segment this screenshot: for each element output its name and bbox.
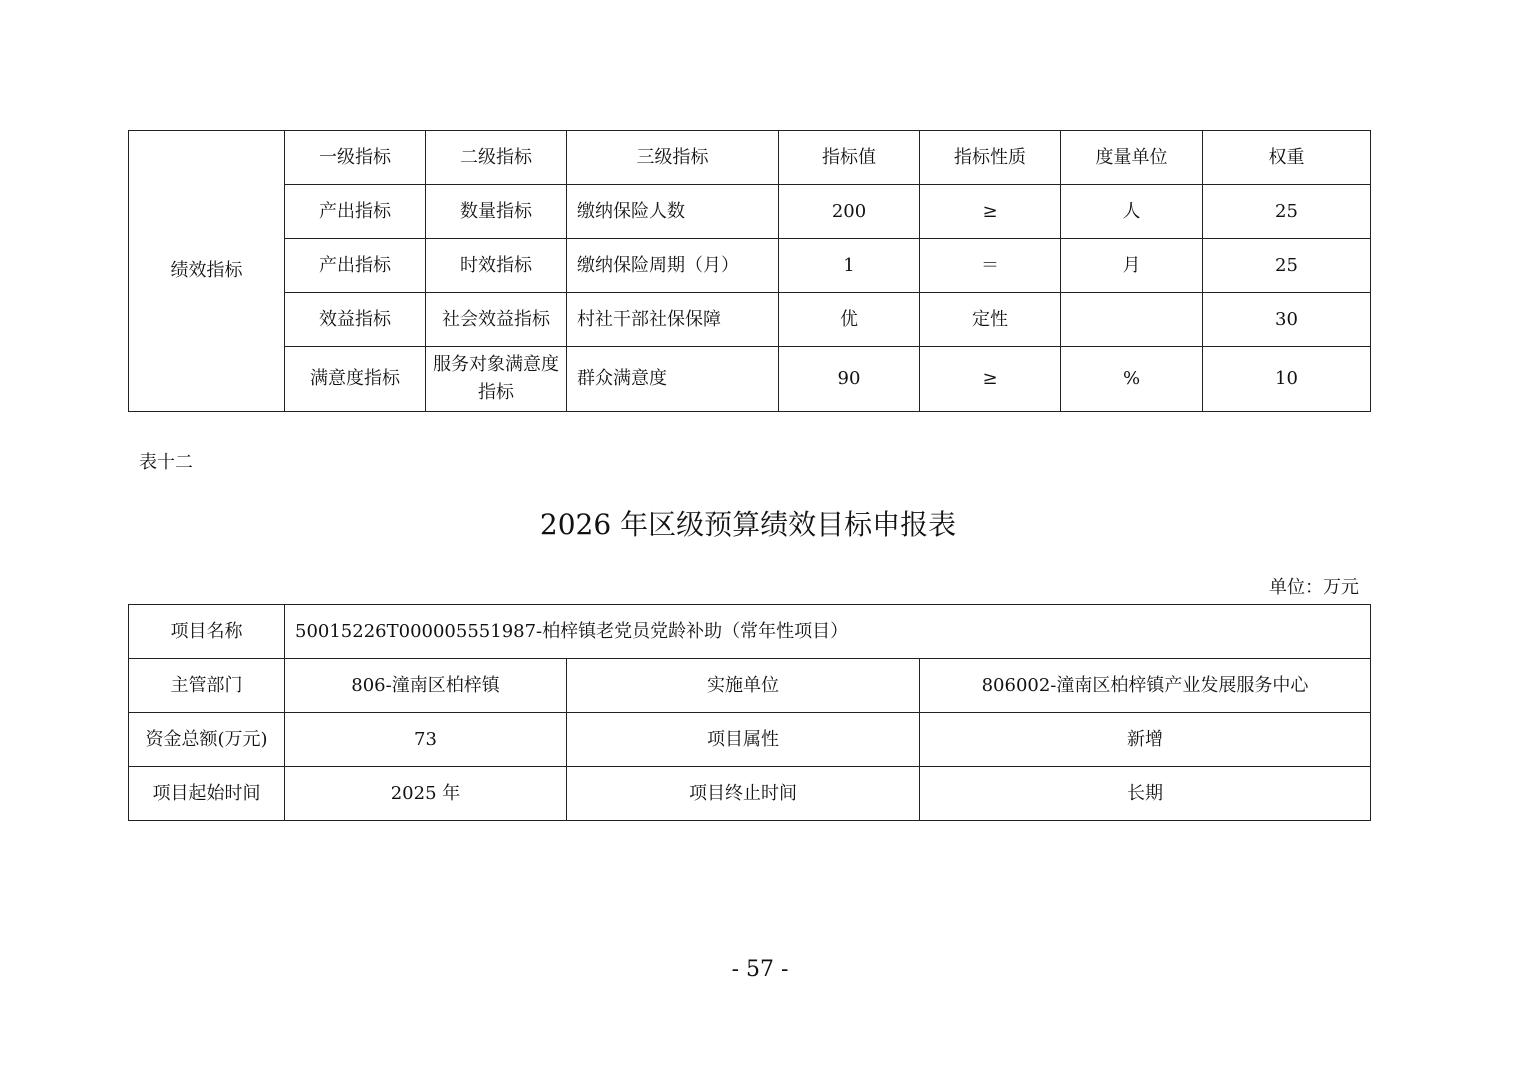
header-nature: 指标性质 (920, 131, 1061, 185)
table-row (129, 239, 1371, 293)
start-label: 项目起始时间 (129, 767, 285, 821)
table-number-label: 表十二 (139, 452, 193, 473)
cell-level3: 群众满意度 (567, 347, 779, 412)
funds-label: 资金总额(万元) (129, 713, 285, 767)
document-title: 2026 年区级预算绩效目标申报表 (539, 508, 957, 541)
cell-weight: 25 (1203, 185, 1371, 239)
header-weight: 权重 (1203, 131, 1371, 185)
cell-level3: 缴纳保险周期（月） (567, 239, 779, 293)
header-level2: 二级指标 (426, 131, 567, 185)
table-header-row (129, 131, 1371, 185)
cell-value: 90 (779, 347, 920, 412)
cell-level3: 村社干部社保保障 (567, 293, 779, 347)
table-row (129, 293, 1371, 347)
header-value: 指标值 (779, 131, 920, 185)
cell-unit: 月 (1061, 239, 1203, 293)
header-unit: 度量单位 (1061, 131, 1203, 185)
header-level1: 一级指标 (285, 131, 426, 185)
table-row (129, 767, 1371, 821)
table-row (129, 713, 1371, 767)
table-row (129, 659, 1371, 713)
table-row (129, 347, 1371, 412)
project-name-label: 项目名称 (129, 605, 285, 659)
cell-level2: 社会效益指标 (426, 293, 567, 347)
performance-indicator-table (128, 130, 1371, 412)
end-value: 长期 (920, 767, 1371, 821)
cell-level1: 产出指标 (285, 239, 426, 293)
cell-level2: 时效指标 (426, 239, 567, 293)
cell-level2: 数量指标 (426, 185, 567, 239)
start-value: 2025 年 (285, 767, 567, 821)
cell-nature: ≥ (920, 347, 1061, 412)
cell-level1: 产出指标 (285, 185, 426, 239)
cell-level2: 服务对象满意度指标 (426, 347, 567, 412)
unit-label: 单位：万元 (1269, 577, 1359, 598)
cell-nature: ＝ (920, 239, 1061, 293)
row-header-performance: 绩效指标 (129, 131, 285, 412)
end-label: 项目终止时间 (567, 767, 920, 821)
cell-value: 200 (779, 185, 920, 239)
cell-weight: 25 (1203, 239, 1371, 293)
cell-value: 1 (779, 239, 920, 293)
cell-weight: 30 (1203, 293, 1371, 347)
project-info-table (128, 604, 1371, 821)
header-level3: 三级指标 (567, 131, 779, 185)
cell-unit: 人 (1061, 185, 1203, 239)
cell-unit (1061, 293, 1203, 347)
page-number: - 57 - (731, 957, 789, 982)
impl-label: 实施单位 (567, 659, 920, 713)
dept-value: 806-潼南区柏梓镇 (285, 659, 567, 713)
cell-level1: 满意度指标 (285, 347, 426, 412)
attr-value: 新增 (920, 713, 1371, 767)
attr-label: 项目属性 (567, 713, 920, 767)
project-name-value: 50015226T000005551987-柏梓镇老党员党龄补助（常年性项目） (285, 605, 1371, 659)
cell-weight: 10 (1203, 347, 1371, 412)
table-row (129, 185, 1371, 239)
cell-unit: % (1061, 347, 1203, 412)
cell-level1: 效益指标 (285, 293, 426, 347)
cell-nature: ≥ (920, 185, 1061, 239)
funds-value: 73 (285, 713, 567, 767)
dept-label: 主管部门 (129, 659, 285, 713)
impl-value: 806002-潼南区柏梓镇产业发展服务中心 (920, 659, 1371, 713)
cell-value: 优 (779, 293, 920, 347)
cell-nature: 定性 (920, 293, 1061, 347)
cell-level3: 缴纳保险人数 (567, 185, 779, 239)
table-row (129, 605, 1371, 659)
